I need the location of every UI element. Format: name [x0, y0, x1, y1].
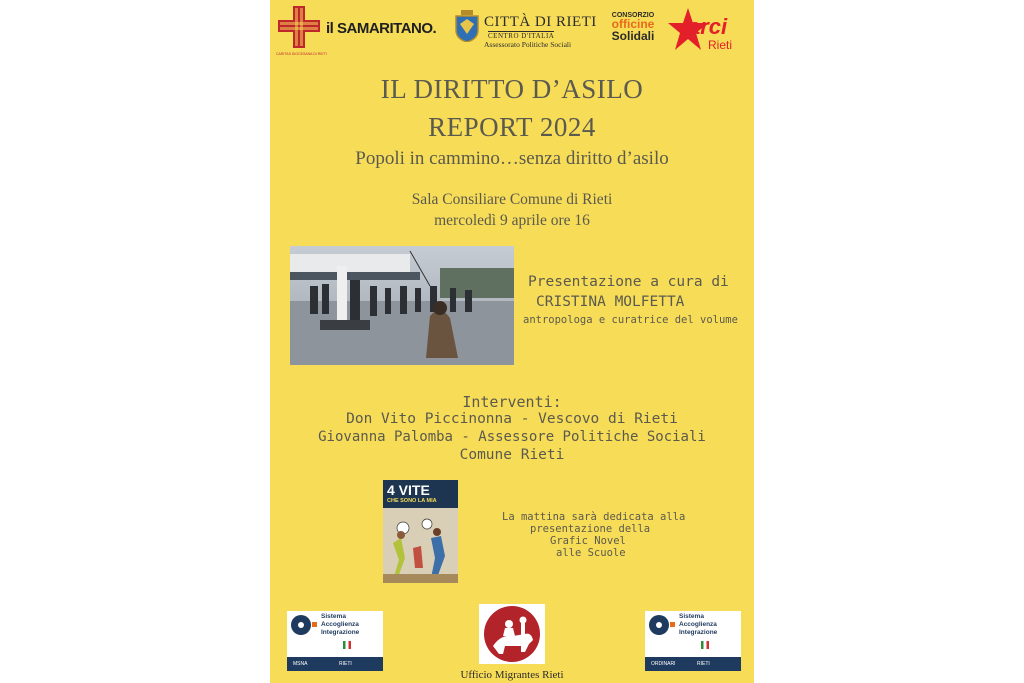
event-date: mercoledì 9 aprile ore 16: [434, 212, 590, 229]
citta-sub: CENTRO D'ITALIA: [488, 32, 555, 40]
sai-left-badge2: RIETI: [339, 661, 352, 667]
officine-label: officine: [611, 17, 655, 31]
samaritano-logo: il SAMARITANO.: [326, 20, 437, 37]
migrants-photo: [290, 246, 514, 365]
sai-logo-right: [645, 611, 741, 671]
subtitle: Popoli in cammino…senza diritto d’asilo: [355, 148, 669, 169]
sai-mark-icon: [290, 614, 318, 636]
sai-right-badge1: ORDINARI: [651, 661, 676, 667]
arci-sub-label: Rieti: [708, 38, 733, 52]
morning-line2: presentazione della: [530, 523, 651, 535]
presentation-label: Presentazione a cura di: [528, 274, 729, 290]
city-crest-icon: [454, 10, 480, 42]
sai-line3: Integrazione: [679, 629, 718, 636]
holy-family-donkey-icon: [479, 604, 545, 664]
sai-mark-icon: [648, 614, 676, 636]
citta-di-rieti-logo: [454, 6, 604, 50]
caritas-cross-icon: [276, 6, 322, 48]
sai-line1: Sistema: [321, 613, 346, 620]
book-subtitle: CHE SONO LA MIA: [387, 498, 437, 504]
interventi-line2: Giovanna Palomba - Assessore Politiche Sociali: [318, 429, 706, 445]
presenter-name: CRISTINA MOLFETTA: [536, 294, 685, 310]
title-line1: IL DIRITTO D’ASILO: [380, 74, 644, 104]
consorzio-label: CONSORZIO: [611, 12, 655, 19]
book-illustration: [383, 508, 458, 583]
caritas-caption: CARITAS DIOCESANA DI RIETI: [276, 52, 327, 56]
book-cover: [383, 480, 458, 583]
sai-line1: Sistema: [679, 613, 704, 620]
ministry-emblem-icon: [701, 641, 709, 649]
migrantes-caption: Ufficio Migrantes Rieti: [460, 669, 564, 681]
migrants-photo-image: [290, 246, 514, 365]
sai-left-badge1: MSNA: [293, 661, 308, 667]
sai-logo-left: [287, 611, 383, 671]
solidali-label: Solidali: [611, 29, 655, 43]
morning-line4: alle Scuole: [556, 547, 626, 559]
migrantes-logo: [479, 604, 545, 664]
title-line2: REPORT 2024: [428, 112, 596, 142]
sai-line2: Accoglienza: [321, 621, 359, 628]
officine-solidali-logo: [600, 12, 666, 42]
event-venue: Sala Consiliare Comune di Rieti: [411, 191, 613, 208]
caritas-logo: [276, 6, 327, 56]
interventi-line3: Comune Rieti: [459, 447, 565, 463]
citta-dept: Assessorato Politiche Sociali: [484, 40, 572, 49]
sai-right-badge2: RIETI: [697, 661, 710, 667]
morning-line3: Grafic Novel: [550, 535, 626, 547]
interventi-line1: Don Vito Piccinonna - Vescovo di Rieti: [346, 411, 678, 427]
sai-line3: Integrazione: [321, 629, 360, 636]
ministry-emblem-icon: [343, 641, 351, 649]
morning-line1: La mattina sarà dedicata alla: [502, 511, 686, 523]
citta-name: CITTÀ DI RIETI: [484, 14, 597, 30]
book-title: 4 VITE: [387, 482, 430, 498]
interventi-heading: Interventi:: [462, 393, 562, 411]
poster: [270, 0, 754, 683]
arci-label: arci: [688, 14, 728, 39]
arci-logo: [668, 8, 742, 54]
presenter-role: antropologa e curatrice del volume: [523, 314, 738, 326]
sai-line2: Accoglienza: [679, 621, 717, 628]
